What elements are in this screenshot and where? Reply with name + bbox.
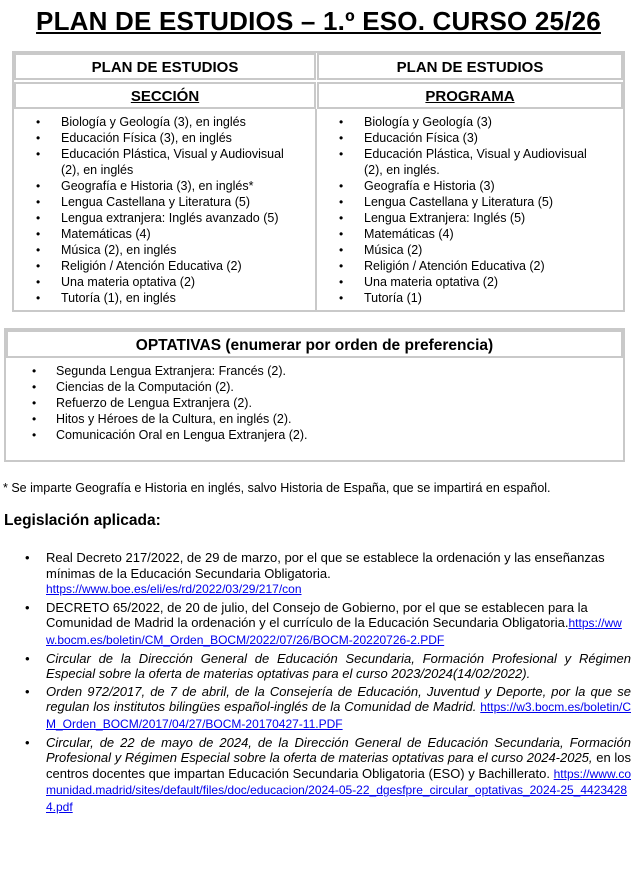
legislation-link[interactable]: https://w3.bocm.es/boletin/CM_Orden_BOCM/2017/04/27/BOCM-20170427-11.PDF [46, 700, 631, 731]
list-item: • Una materia optativa (2) [14, 274, 299, 290]
right-header-plan: PLAN DE ESTUDIOS [317, 53, 623, 80]
list-item: • Comunicación Oral en Lengua Extranjera (2). [14, 427, 604, 443]
list-item: • Biología y Geología (3) [317, 114, 607, 130]
list-item: • Lengua Castellana y Literatura (5) [317, 194, 607, 210]
section-subject-list [14, 114, 299, 306]
list-item: • Educación Física (3) [317, 130, 607, 146]
list-item: • Música (2) [317, 242, 607, 258]
list-item: • Una materia optativa (2) [317, 274, 607, 290]
list-item: • Religión / Atención Educativa (2) [14, 258, 299, 274]
right-header-program [317, 82, 623, 109]
legislation-item [0, 735, 631, 816]
left-header-plan: PLAN DE ESTUDIOS [14, 53, 316, 80]
list-item: • Matemáticas (4) [317, 226, 607, 242]
list-item: • Lengua Castellana y Literatura (5) [14, 194, 299, 210]
footnote: * Se imparte Geografía e Historia en inglés, salvo Historia de España, que se impartirá en español. [3, 481, 551, 495]
program-subject-list [317, 114, 607, 306]
list-item: • Educación Plástica, Visual y Audiovisual (2), en inglés. [317, 146, 607, 178]
list-item: • Ciencias de la Computación (2). [14, 379, 604, 395]
legislation-link[interactable]: https://www.boe.es/eli/es/rd/2022/03/29/217/con [46, 582, 302, 597]
list-item: • Educación Física (3), en inglés [14, 130, 299, 146]
legislation-text-italic: Circular, de 22 de mayo de 2024, de la Dirección General de Educación Secundaria, Formación Profesional y Régimen Especial sobre la oferta de materias optativas para el curso 2024-2025, [46, 734, 631, 766]
page-title: PLAN DE ESTUDIOS – 1.º ESO. CURSO 25/26 [36, 6, 601, 36]
list-item: • Tutoría (1) [317, 290, 607, 306]
program-label: PROGRAMA [425, 88, 515, 105]
legislation-link[interactable]: https://www.comunidad.madrid/sites/default/files/doc/educacion/2024-05-22_dgesfpre_circular_optativas_2024-25_44234284.pdf [46, 766, 631, 814]
list-item: • Tutoría (1), en inglés [14, 290, 299, 306]
optativas-header: OPTATIVAS (enumerar por orden de preferencia) [6, 330, 623, 358]
legislation-text: en los centros docentes que impartan Educación Secundaria Obligatoria (ESO) y Bachillerato. [46, 750, 631, 781]
legislation-text: Real Decreto 217/2022, de 29 de marzo, por el que se establece la ordenación y las enseñanzas mínimas de la Educación Secundaria Obligatoria. [46, 550, 605, 581]
list-item: • Lengua Extranjera: Inglés (5) [317, 210, 607, 226]
legislation-text: Circular de la Dirección General de Educación Secundaria, Formación Profesional y Régimen Especial sobre la oferta de materias optativas para el curso 2023/2024(14/02/2022). [46, 650, 631, 682]
legislation-text: Orden 972/2017, de 7 de abril, de la Consejería de Educación, Juventud y Deporte, por la que se regulan los institutos bilingües español-inglés de la Comunidad de Madrid. [46, 683, 631, 715]
legislation-link[interactable]: https://www.bocm.es/boletin/CM_Orden_BOCM/2022/07/26/BOCM-20220726-2.PDF [46, 616, 622, 647]
list-item: • Refuerzo de Lengua Extranjera (2). [14, 395, 604, 411]
legislation-item [0, 684, 631, 733]
optativas-list [14, 363, 604, 443]
list-item: • Biología y Geología (3), en inglés [14, 114, 299, 130]
legislation-item [0, 600, 631, 649]
list-item: • Geografía e Historia (3) [317, 178, 607, 194]
list-item: • Lengua extranjera: Inglés avanzado (5) [14, 210, 299, 226]
section-label: SECCIÓN [130, 88, 200, 105]
legislation-list [0, 550, 631, 818]
list-item: • Música (2), en inglés [14, 242, 299, 258]
list-item: • Geografía e Historia (3), en inglés* [14, 178, 299, 194]
legislation-title: Legislación aplicada: [4, 512, 161, 529]
list-item: • Segunda Lengua Extranjera: Francés (2). [14, 363, 604, 379]
list-item: • Educación Plástica, Visual y Audiovisual (2), en inglés [14, 146, 299, 178]
list-item: • Matemáticas (4) [14, 226, 299, 242]
legislation-text: DECRETO 65/2022, de 20 de julio, del Consejo de Gobierno, por el que se establecen para la Comunidad de Madrid la ordenación y el currículo de la Educación Secundaria Obligatoria. [46, 599, 588, 631]
legislation-item [0, 550, 631, 598]
legislation-item [0, 651, 631, 682]
list-item: • Religión / Atención Educativa (2) [317, 258, 607, 274]
left-header-section [14, 82, 316, 109]
list-item: • Hitos y Héroes de la Cultura, en inglés (2). [14, 411, 604, 427]
